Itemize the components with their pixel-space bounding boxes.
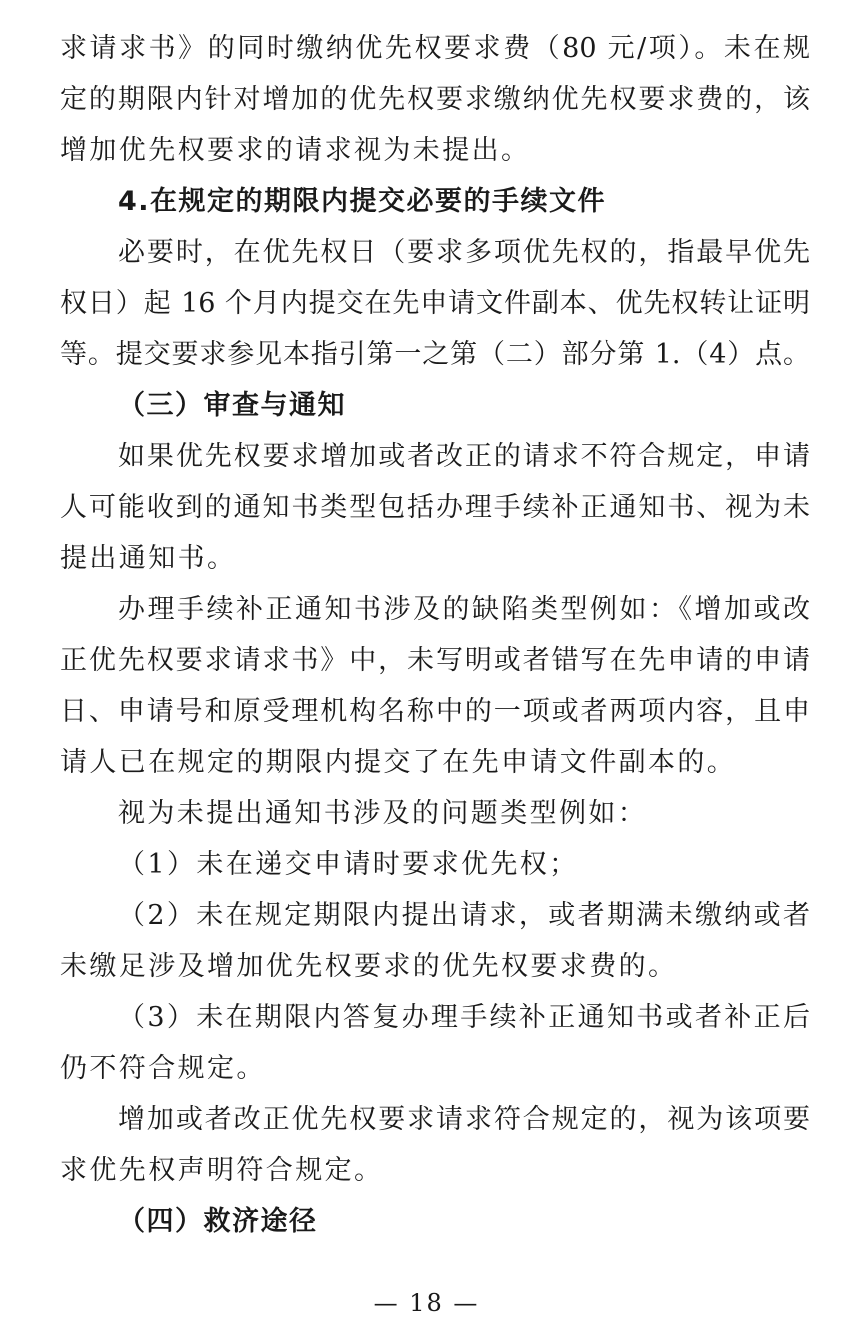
body-text-line: 求优先权声明符合规定。	[60, 1155, 384, 1186]
section-heading: （三）审查与通知	[118, 390, 346, 421]
body-text-line: 未缴足涉及增加优先权要求的优先权要求费的。	[60, 951, 678, 982]
body-text-line: 权日）起 16 个月内提交在先申请文件副本、优先权转让证明	[60, 288, 810, 319]
list-item: （3）未在期限内答复办理手续补正通知书或者补正后	[118, 1002, 810, 1033]
body-text-line: 求请求书》的同时缴纳优先权要求费（80 元/项）。未在规	[60, 33, 810, 64]
body-text-line: 如果优先权要求增加或者改正的请求不符合规定，申请	[118, 441, 810, 472]
body-text-line: 必要时，在优先权日（要求多项优先权的，指最早优先	[118, 237, 810, 268]
body-text-line: 增加或者改正优先权要求请求符合规定的，视为该项要	[118, 1104, 810, 1135]
body-text-line: 等。提交要求参见本指引第一之第（二）部分第 1.（4）点。	[60, 339, 810, 370]
body-text-line: 正优先权要求请求书》中，未写明或者错写在先申请的申请	[60, 645, 810, 676]
subsection-heading: 4.在规定的期限内提交必要的手续文件	[118, 186, 607, 217]
list-item: （2）未在规定期限内提出请求，或者期满未缴纳或者	[118, 900, 810, 931]
body-text-line: 人可能收到的通知书类型包括办理手续补正通知书、视为未	[60, 492, 810, 523]
body-text-line: 视为未提出通知书涉及的问题类型例如：	[118, 798, 648, 829]
list-item: （1）未在递交申请时要求优先权；	[118, 849, 579, 880]
body-text-line: 办理手续补正通知书涉及的缺陷类型例如：《增加或改	[118, 594, 810, 625]
body-text-line: 日、申请号和原受理机构名称中的一项或者两项内容，且申	[60, 696, 810, 727]
section-heading: （四）救济途径	[118, 1206, 318, 1237]
body-text-line: 定的期限内针对增加的优先权要求缴纳优先权要求费的，该	[60, 84, 810, 115]
page-number: — 18 —	[373, 1289, 480, 1317]
body-text-line: 提出通知书。	[60, 543, 237, 574]
body-text-line: 增加优先权要求的请求视为未提出。	[60, 135, 531, 166]
body-text-line: 仍不符合规定。	[60, 1053, 266, 1084]
body-text-line: 请人已在规定的期限内提交了在先申请文件副本的。	[60, 747, 737, 778]
